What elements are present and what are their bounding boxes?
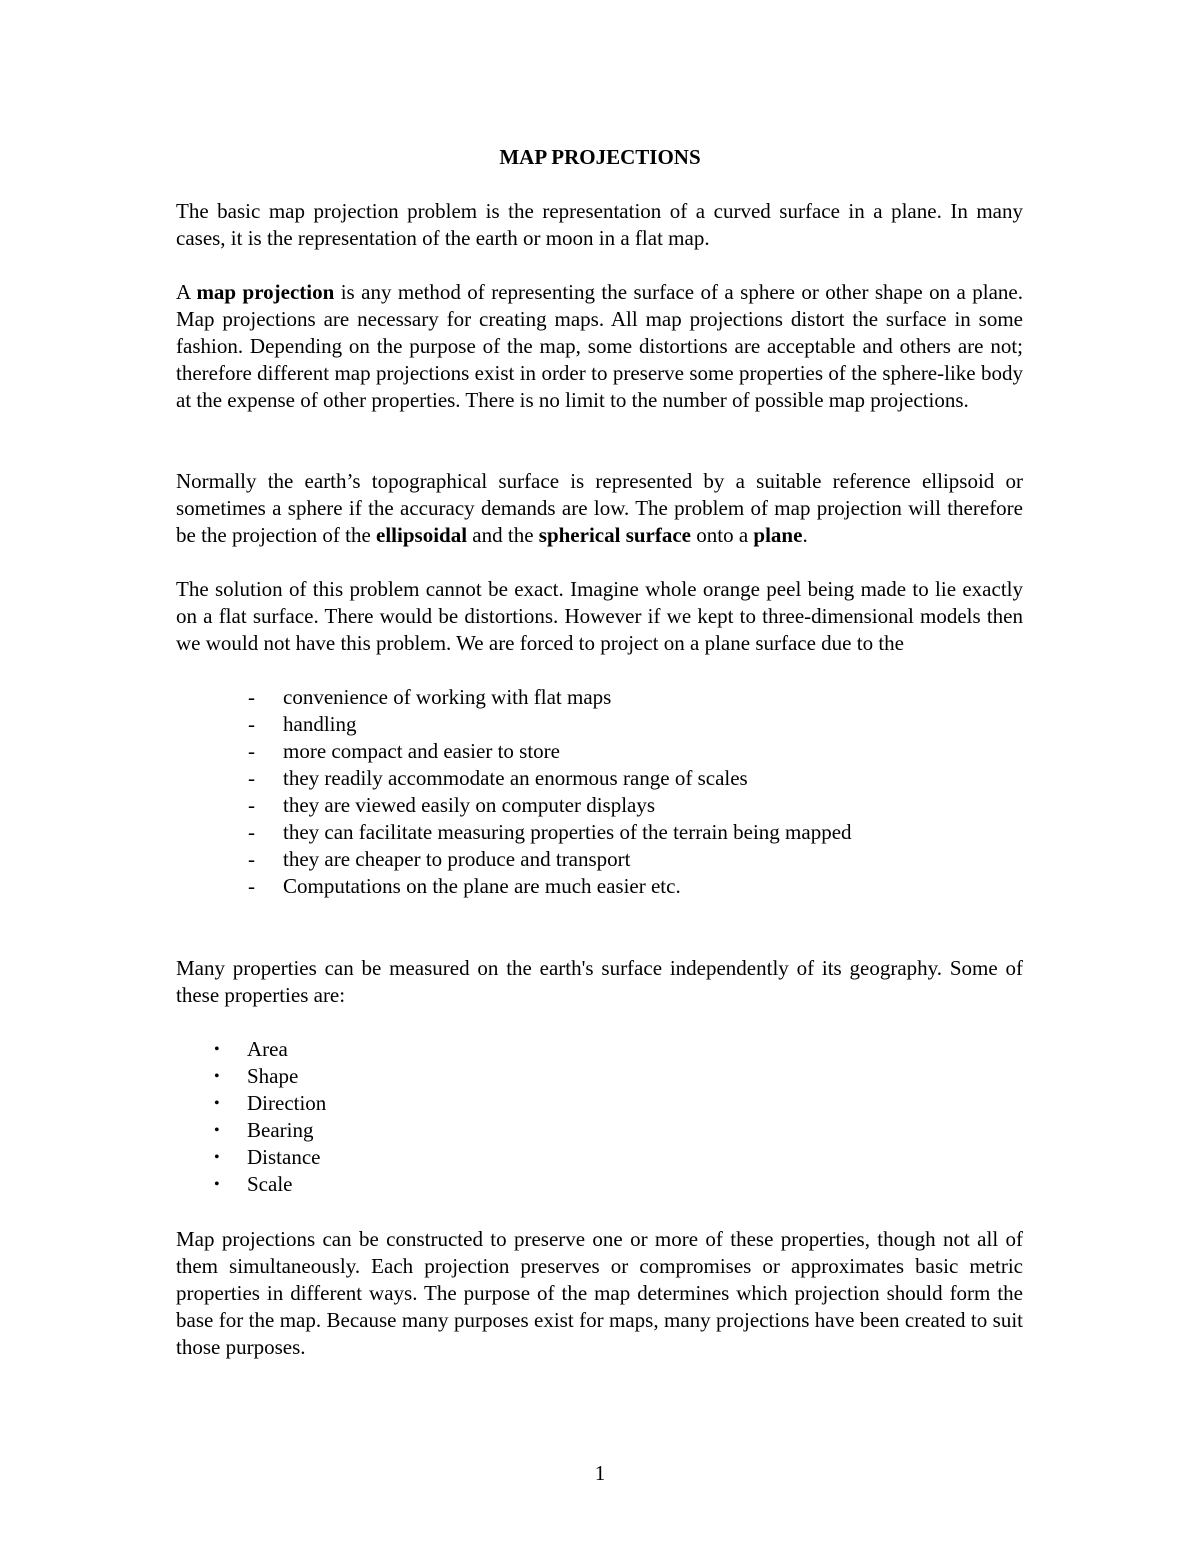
dash-marker: - xyxy=(248,874,255,898)
list-item xyxy=(176,1063,1023,1090)
bullet-marker: • xyxy=(214,1176,220,1193)
list-item-text: Direction xyxy=(247,1091,327,1115)
dash-list xyxy=(176,684,1023,900)
bullet-marker: • xyxy=(214,1095,220,1112)
term-plane: plane xyxy=(753,523,803,547)
list-item xyxy=(176,1144,1023,1171)
list-item-text: Computations on the plane are much easier etc. xyxy=(283,874,681,898)
page-title: MAP PROJECTIONS xyxy=(499,145,701,169)
dash-marker: - xyxy=(248,739,255,763)
text-run: is any method of representing the surface of a sphere or other shape on a plane. Map projections are necessary for creating maps. All map projections distort the surface in some fashion. Depending on the purpose of the map, some distortions are acceptable and others are not; therefore different map projections exist in order to preserve some properties of the sphere-like body at the expense of other properties. There is no limit to the number of possible map projections. xyxy=(176,280,1023,412)
text-run: A xyxy=(176,280,197,304)
list-item-text: Scale xyxy=(247,1172,293,1196)
list-item-text: handling xyxy=(283,712,357,736)
list-item xyxy=(176,1171,1023,1198)
bullet-marker: • xyxy=(214,1068,220,1085)
dash-marker: - xyxy=(248,820,255,844)
dash-marker: - xyxy=(248,766,255,790)
paragraph-reference-surface xyxy=(176,468,1023,549)
bullet-marker: • xyxy=(214,1149,220,1166)
page-number: 1 xyxy=(594,1461,606,1485)
list-item xyxy=(176,819,1023,846)
text-run: . xyxy=(802,523,808,547)
list-item-text: more compact and easier to store xyxy=(283,739,560,763)
list-item-text: they are viewed easily on computer displays xyxy=(283,793,656,817)
paragraph-map-projection-definition xyxy=(176,279,1023,414)
list-item xyxy=(176,873,1023,900)
paragraph-properties-intro: Many properties can be measured on the earth's surface independently of its geography. Some of these properties are: xyxy=(176,956,1023,1007)
dash-marker: - xyxy=(248,793,255,817)
term-spherical-surface: spherical surface xyxy=(538,523,692,547)
paragraph-preservation: Map projections can be constructed to preserve one or more of these properties, though not all of them simultaneously. Each projection preserves or compromises or approximates basic metric properties in different ways. The purpose of the map determines which projection should form the base for the map. Because many purposes exist for maps, many projections have been created to suit those purposes. xyxy=(176,1227,1023,1359)
list-item-text: they are cheaper to produce and transport xyxy=(283,847,631,871)
list-item-text: Shape xyxy=(247,1064,299,1088)
list-item xyxy=(176,1117,1023,1144)
paragraph-intro: The basic map projection problem is the representation of a curved surface in a plane. In many cases, it is the representation of the earth or moon in a flat map. xyxy=(176,199,1023,250)
list-item-text: they can facilitate measuring properties of the terrain being mapped xyxy=(283,820,852,844)
list-item xyxy=(176,684,1023,711)
list-item-text: convenience of working with flat maps xyxy=(283,685,612,709)
list-item xyxy=(176,1036,1023,1063)
list-item-text: Area xyxy=(247,1037,288,1061)
paragraph-solution: The solution of this problem cannot be exact. Imagine whole orange peel being made to lie exactly on a flat surface. There would be distortions. However if we kept to three-dimensional models then we would not have this problem. We are forced to project on a plane surface due to the xyxy=(176,577,1023,655)
dash-marker: - xyxy=(248,712,255,736)
list-item xyxy=(176,738,1023,765)
list-item-text: they readily accommodate an enormous range of scales xyxy=(283,766,748,790)
bullet-marker: • xyxy=(214,1122,220,1139)
list-item-text: Distance xyxy=(247,1145,321,1169)
term-ellipsoidal: ellipsoidal xyxy=(376,523,468,547)
list-item-text: Bearing xyxy=(247,1118,314,1142)
text-run: onto a xyxy=(691,523,754,547)
dash-marker: - xyxy=(248,685,255,709)
list-item xyxy=(176,711,1023,738)
list-item xyxy=(176,846,1023,873)
text-run: and the xyxy=(467,523,539,547)
list-item xyxy=(176,1090,1023,1117)
bullet-marker: • xyxy=(214,1041,220,1058)
list-item xyxy=(176,792,1023,819)
bullet-list xyxy=(176,1036,1023,1198)
dash-marker: - xyxy=(248,847,255,871)
text-run: Normally the earth’s topographical surface is represented by a suitable reference ellipsoid or sometimes a sphere if the accuracy demands are low. The problem of map projection will therefore be the projection of the xyxy=(176,469,1023,547)
list-item xyxy=(176,765,1023,792)
term-map-projection: map projection xyxy=(196,280,335,304)
